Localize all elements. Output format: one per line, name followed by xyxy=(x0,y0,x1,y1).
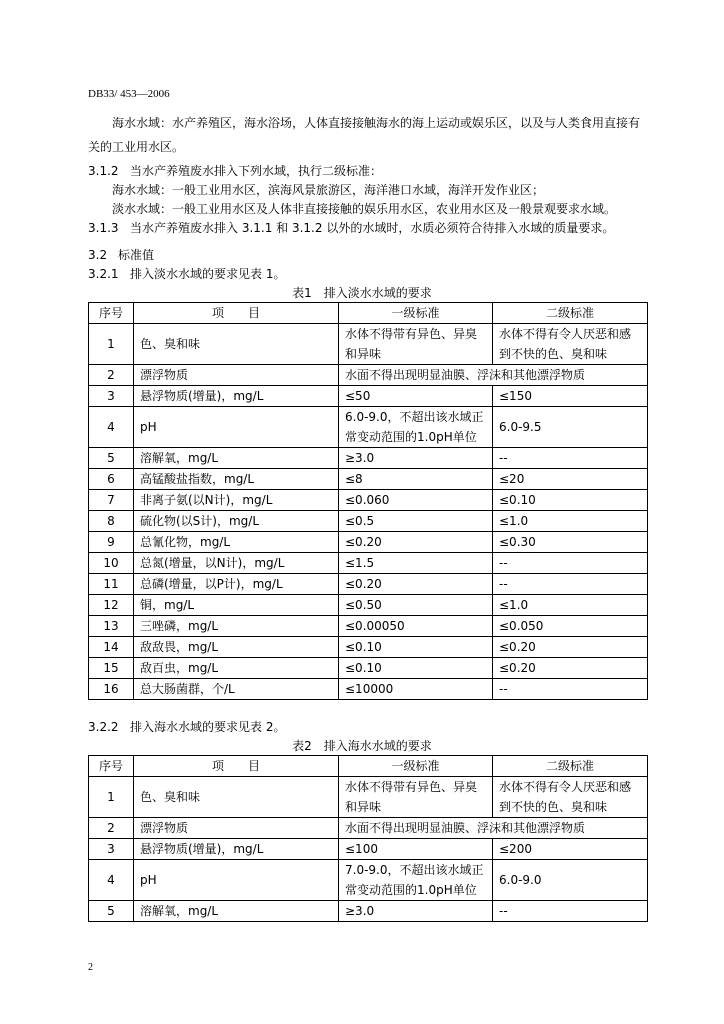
grade-2-cell: ≤150 xyxy=(493,386,648,407)
row-number-cell: 8 xyxy=(89,511,134,532)
item-cell: 三唑磷，mg/L xyxy=(134,616,339,637)
row-number-cell: 1 xyxy=(89,777,134,818)
grade-1-cell: 水面不得出现明显油膜、浮沫和其他漂浮物质 xyxy=(339,365,648,386)
section-text: 当水产养殖废水排入 3.1.1 和 3.1.2 以外的水域时，水质必须符合待排入水域的质量要求。 xyxy=(130,221,615,235)
grade-1-cell: ≤0.5 xyxy=(339,511,493,532)
grade-1-cell: ≤0.10 xyxy=(339,658,493,679)
grade-1-cell: ≤1.5 xyxy=(339,553,493,574)
section-3-2-1 xyxy=(88,264,285,284)
section-text: 排入淡水水域的要求见表 1。 xyxy=(130,267,286,281)
grade-1-cell: ≤100 xyxy=(339,839,493,860)
grade-2-cell: 水体不得有令人厌恶和感到不快的色、臭和味 xyxy=(493,324,648,365)
column-header: 序号 xyxy=(89,303,134,324)
column-header: 一级标准 xyxy=(339,756,493,777)
item-cell: 漂浮物质 xyxy=(134,365,339,386)
row-number-cell: 3 xyxy=(89,386,134,407)
item-cell: pH xyxy=(134,407,339,448)
grade-2-cell: -- xyxy=(493,679,648,700)
table-row xyxy=(89,860,648,901)
table-row xyxy=(89,553,648,574)
grade-1-cell: ≥3.0 xyxy=(339,448,493,469)
item-cell: 敌敌畏，mg/L xyxy=(134,637,339,658)
grade-2-cell: -- xyxy=(493,901,648,922)
section-number: 3.1.2 xyxy=(88,164,119,178)
grade-1-cell: ≤0.50 xyxy=(339,595,493,616)
table-row xyxy=(89,365,648,386)
row-number-cell: 2 xyxy=(89,365,134,386)
grade-1-cell: ≤0.00050 xyxy=(339,616,493,637)
row-number-cell: 12 xyxy=(89,595,134,616)
grade-1-cell: 水体不得带有异色、异臭和异味 xyxy=(339,777,493,818)
grade-2-cell: ≤0.20 xyxy=(493,637,648,658)
grade-1-cell: 7.0-9.0，不超出该水域正常变动范围的1.0pH单位 xyxy=(339,860,493,901)
row-number-cell: 16 xyxy=(89,679,134,700)
table-row xyxy=(89,448,648,469)
table-row xyxy=(89,658,648,679)
row-number-cell: 1 xyxy=(89,324,134,365)
row-number-cell: 9 xyxy=(89,532,134,553)
item-cell: 铜，mg/L xyxy=(134,595,339,616)
table-row xyxy=(89,901,648,922)
grade-1-cell: ≤0.20 xyxy=(339,532,493,553)
grade-2-cell: ≤1.0 xyxy=(493,595,648,616)
row-number-cell: 7 xyxy=(89,490,134,511)
table-row xyxy=(89,595,648,616)
section-number: 3.2 xyxy=(88,248,108,262)
grade-1-cell: ≤0.20 xyxy=(339,574,493,595)
grade-1-cell: ≥3.0 xyxy=(339,901,493,922)
intro-line-2: 关的工业用水区。 xyxy=(88,140,185,154)
table-1-caption: 表1 排入淡水水域的要求 xyxy=(292,286,432,300)
row-number-cell: 15 xyxy=(89,658,134,679)
grade-1-cell: ≤50 xyxy=(339,386,493,407)
grade-2-cell: ≤0.30 xyxy=(493,532,648,553)
item-cell: 悬浮物质(增量)，mg/L xyxy=(134,386,339,407)
column-header: 项 目 xyxy=(134,303,339,324)
section-text: 排入海水水域的要求见表 2。 xyxy=(130,720,286,734)
table-row xyxy=(89,777,648,818)
table-row xyxy=(89,616,648,637)
item-cell: 非离子氨(以N计)，mg/L xyxy=(134,490,339,511)
section-3-2-2 xyxy=(88,717,285,737)
grade-2-cell: ≤0.20 xyxy=(493,658,648,679)
item-cell: 硫化物(以S计)，mg/L xyxy=(134,511,339,532)
column-header: 一级标准 xyxy=(339,303,493,324)
table-row xyxy=(89,324,648,365)
table-row xyxy=(89,407,648,448)
grade-2-cell: ≤0.050 xyxy=(493,616,648,637)
section-number: 3.1.3 xyxy=(88,221,119,235)
grade-2-cell: ≤200 xyxy=(493,839,648,860)
table-row xyxy=(89,386,648,407)
section-3-1-2 xyxy=(88,161,382,181)
grade-2-cell: ≤20 xyxy=(493,469,648,490)
grade-2-cell: 6.0-9.5 xyxy=(493,407,648,448)
item-cell: 高锰酸盐指数，mg/L xyxy=(134,469,339,490)
grade-2-cell: -- xyxy=(493,448,648,469)
item-cell: 敌百虫，mg/L xyxy=(134,658,339,679)
row-number-cell: 6 xyxy=(89,469,134,490)
grade-2-cell: -- xyxy=(493,553,648,574)
item-cell: 总氰化物，mg/L xyxy=(134,532,339,553)
section-text: 当水产养殖废水排入下列水域，执行二级标准： xyxy=(130,164,383,178)
table-row xyxy=(89,818,648,839)
section-3-2 xyxy=(88,245,154,265)
grade-2-cell: -- xyxy=(493,574,648,595)
grade-1-cell: 水面不得出现明显油膜、浮沫和其他漂浮物质 xyxy=(339,818,648,839)
grade-1-cell: ≤10000 xyxy=(339,679,493,700)
table-seawater-requirements xyxy=(88,755,648,922)
table-header-row xyxy=(89,756,648,777)
column-header: 序号 xyxy=(89,756,134,777)
section-number: 3.2.2 xyxy=(88,720,119,734)
row-number-cell: 4 xyxy=(89,407,134,448)
grade-2-cell: ≤1.0 xyxy=(493,511,648,532)
item-cell: 溶解氧，mg/L xyxy=(134,448,339,469)
grade-2-cell: ≤0.10 xyxy=(493,490,648,511)
row-number-cell: 2 xyxy=(89,818,134,839)
row-number-cell: 10 xyxy=(89,553,134,574)
row-number-cell: 3 xyxy=(89,839,134,860)
table-row xyxy=(89,511,648,532)
document-code: DB33/ 453—2006 xyxy=(88,88,170,100)
table-row xyxy=(89,637,648,658)
row-number-cell: 11 xyxy=(89,574,134,595)
grade-1-cell: ≤0.10 xyxy=(339,637,493,658)
section-text: 标准值 xyxy=(118,248,155,262)
section-number: 3.2.1 xyxy=(88,267,119,281)
item-cell: 色、臭和味 xyxy=(134,777,339,818)
table-2-caption: 表2 排入海水水域的要求 xyxy=(292,739,432,753)
table-freshwater-requirements xyxy=(88,302,648,700)
table-row xyxy=(89,574,648,595)
row-number-cell: 5 xyxy=(89,901,134,922)
intro-line-1: 海水水域：水产养殖区，海水浴场，人体直接接触海水的海上运动或娱乐区，以及与人类食用直接有 xyxy=(112,116,641,130)
item-cell: 总大肠菌群，个/L xyxy=(134,679,339,700)
item-cell: pH xyxy=(134,860,339,901)
item-cell: 漂浮物质 xyxy=(134,818,339,839)
row-number-cell: 5 xyxy=(89,448,134,469)
item-cell: 悬浮物质(增量)，mg/L xyxy=(134,839,339,860)
grade-2-cell: 6.0-9.0 xyxy=(493,860,648,901)
item-cell: 色、臭和味 xyxy=(134,324,339,365)
item-cell: 溶解氧，mg/L xyxy=(134,901,339,922)
column-header: 项 目 xyxy=(134,756,339,777)
item-cell: 总氮(增量，以N计)，mg/L xyxy=(134,553,339,574)
table-header-row xyxy=(89,303,648,324)
section-3-1-3 xyxy=(88,218,614,238)
row-number-cell: 4 xyxy=(89,860,134,901)
row-number-cell: 13 xyxy=(89,616,134,637)
table-row xyxy=(89,839,648,860)
page-number: 2 xyxy=(88,962,93,973)
column-header: 二级标准 xyxy=(493,303,648,324)
grade-1-cell: 6.0-9.0，不超出该水域正常变动范围的1.0pH单位 xyxy=(339,407,493,448)
table-row xyxy=(89,532,648,553)
item-cell: 总磷(增量，以P计)，mg/L xyxy=(134,574,339,595)
column-header: 二级标准 xyxy=(493,756,648,777)
fresh-water-line: 淡水水域：一般工业用水区及人体非直接接触的娱乐用水区，农业用水区及一般景观要求水域。 xyxy=(112,202,617,216)
grade-2-cell: 水体不得有令人厌恶和感到不快的色、臭和味 xyxy=(493,777,648,818)
grade-1-cell: ≤8 xyxy=(339,469,493,490)
row-number-cell: 14 xyxy=(89,637,134,658)
sea-water-line: 海水水域：一般工业用水区，滨海风景旅游区，海洋港口水域，海洋开发作业区； xyxy=(112,183,545,197)
table-row xyxy=(89,469,648,490)
table-row xyxy=(89,490,648,511)
grade-1-cell: 水体不得带有异色、异臭和异味 xyxy=(339,324,493,365)
table-row xyxy=(89,679,648,700)
grade-1-cell: ≤0.060 xyxy=(339,490,493,511)
